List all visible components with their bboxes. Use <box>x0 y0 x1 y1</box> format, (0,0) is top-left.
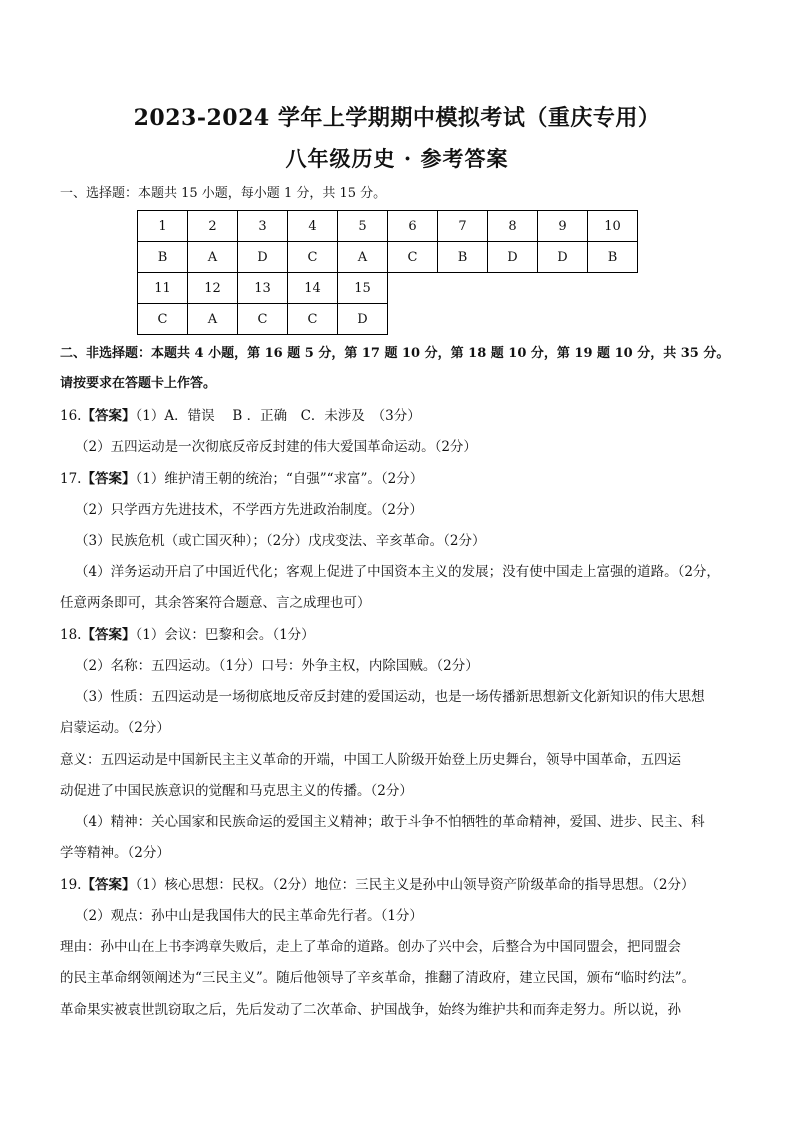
q17-line-1: 17.【答案】（1）维护清王朝的统治；“自强”“求富”。（2分） <box>60 471 424 487</box>
table-cell: 9 <box>538 211 588 242</box>
table-cell: A <box>188 242 238 273</box>
q17-line-4: （4）洋务运动开启了中国近代化；客观上促进了中国资本主义的发展；没有使中国走上富强的道路。（2分， <box>75 564 720 580</box>
table-empty-area <box>388 304 638 335</box>
table-cell: 4 <box>288 211 338 242</box>
table-empty-area <box>388 273 638 304</box>
q19-number: 19. <box>60 877 82 893</box>
table-cell: C <box>388 242 438 273</box>
table-cell: A <box>338 242 388 273</box>
table-cell: C <box>238 304 288 335</box>
answer-tag: 【答案】 <box>81 627 136 643</box>
q19-line-2: （2）观点：孙中山是我国伟大的民主革命先行者。（1分） <box>75 908 423 924</box>
table-cell: B <box>588 242 638 273</box>
q16-number: 16. <box>60 408 82 424</box>
q18-line-6: 动促进了中国民族意识的觉醒和马克思主义的传播。（2分） <box>60 783 413 799</box>
page-subtitle: 八年级历史 · 参考答案 <box>285 146 509 171</box>
table-row <box>138 211 638 242</box>
table-cell: 5 <box>338 211 388 242</box>
q16-line-1: 16.【答案】（1）A．错误 B ．正确 C．未涉及 （3分） <box>60 408 421 424</box>
answer-tag: 【答案】 <box>81 408 136 424</box>
q18-number: 18. <box>60 627 82 643</box>
q17-number: 17. <box>60 471 82 487</box>
section-note: 请按要求在答题卡上作答。 <box>60 376 217 391</box>
table-cell: 10 <box>588 211 638 242</box>
table-cell: D <box>338 304 388 335</box>
table-cell: 6 <box>388 211 438 242</box>
q18-line-1: 18.【答案】（1）会议：巴黎和会。（1分） <box>60 627 315 643</box>
q18-line-3: （3）性质：五四运动是一场彻底地反帝反封建的爱国运动，也是一场传播新思想新文化新知识的伟大思想 <box>75 689 705 705</box>
table-cell: D <box>488 242 538 273</box>
table-cell: B <box>438 242 488 273</box>
table-cell: 2 <box>188 211 238 242</box>
q18-line-7: （4）精神：关心国家和民族命运的爱国主义精神；敢于斗争不怕牺牲的革命精神，爱国、进步、民主、科 <box>75 814 705 830</box>
table-cell: 1 <box>138 211 188 242</box>
table-cell: 13 <box>238 273 288 304</box>
q17-line-5: 任意两条即可，其余答案符合题意、言之成理也可） <box>60 595 371 611</box>
table-cell: 12 <box>188 273 238 304</box>
table-cell: 15 <box>338 273 388 304</box>
section-heading-choice: 一、选择题：本题共 15 小题，每小题 1 分，共 15 分。 <box>60 186 387 201</box>
q18-line-5: 意义：五四运动是中国新民主主义革命的开端，中国工人阶级开始登上历史舞台，领导中国革命，五四运 <box>60 752 681 768</box>
page-title: 2023-2024 学年上学期期中模拟考试（重庆专用） <box>133 105 661 131</box>
answer-tag: 【答案】 <box>81 877 136 893</box>
q16-line-2: （2）五四运动是一次彻底反帝反封建的伟大爱国革命运动。（2分） <box>75 439 477 455</box>
q18-line-4: 启蒙运动。（2分） <box>60 720 170 736</box>
table-cell: D <box>538 242 588 273</box>
q17-line-2: （2）只学西方先进技术，不学西方先进政治制度。（2分） <box>75 502 423 518</box>
q17-line-3: （3）民族危机（或亡国灭种）；（2分）戊戌变法、辛亥革命。（2分） <box>75 533 486 549</box>
q19-line-4: 的民主革命纲领阐述为“三民主义”。随后他领导了辛亥革命，推翻了清政府，建立民国，颁布“临时约法”。 <box>60 970 696 986</box>
q19-line-1: 19.【答案】（1）核心思想：民权。（2分）地位：三民主义是孙中山领导资产阶级革命的指导思想。（2分） <box>60 877 695 893</box>
table-cell: 11 <box>138 273 188 304</box>
table-cell: C <box>288 304 338 335</box>
table-cell: A <box>188 304 238 335</box>
answer-table <box>137 210 638 335</box>
q18-line-2: （2）名称：五四运动。（1分）口号：外争主权，内除国贼。（2分） <box>75 658 479 674</box>
q19-line-3: 理由：孙中山在上书李鸿章失败后，走上了革命的道路。创办了兴中会，后整合为中国同盟会，把同盟会 <box>60 939 681 955</box>
table-cell: D <box>238 242 288 273</box>
table-cell: B <box>138 242 188 273</box>
table-cell: 8 <box>488 211 538 242</box>
table-cell: 14 <box>288 273 338 304</box>
table-cell: C <box>138 304 188 335</box>
section-heading-nonchoice: 二、非选择题：本题共 4 小题，第 16 题 5 分，第 17 题 10 分，第 18 题 10 分，第 19 题 10 分，共 35 分。 <box>60 346 730 361</box>
table-row <box>138 242 638 273</box>
q18-line-8: 学等精神。（2分） <box>60 845 170 861</box>
q19-line-5: 革命果实被袁世凯窃取之后，先后发动了二次革命、护国战争，始终为维护共和而奔走努力。所以说，孙 <box>60 1002 681 1018</box>
answer-tag: 【答案】 <box>81 471 136 487</box>
table-cell: C <box>288 242 338 273</box>
table-row <box>138 273 638 304</box>
table-row <box>138 304 638 335</box>
table-cell: 3 <box>238 211 288 242</box>
table-cell: 7 <box>438 211 488 242</box>
